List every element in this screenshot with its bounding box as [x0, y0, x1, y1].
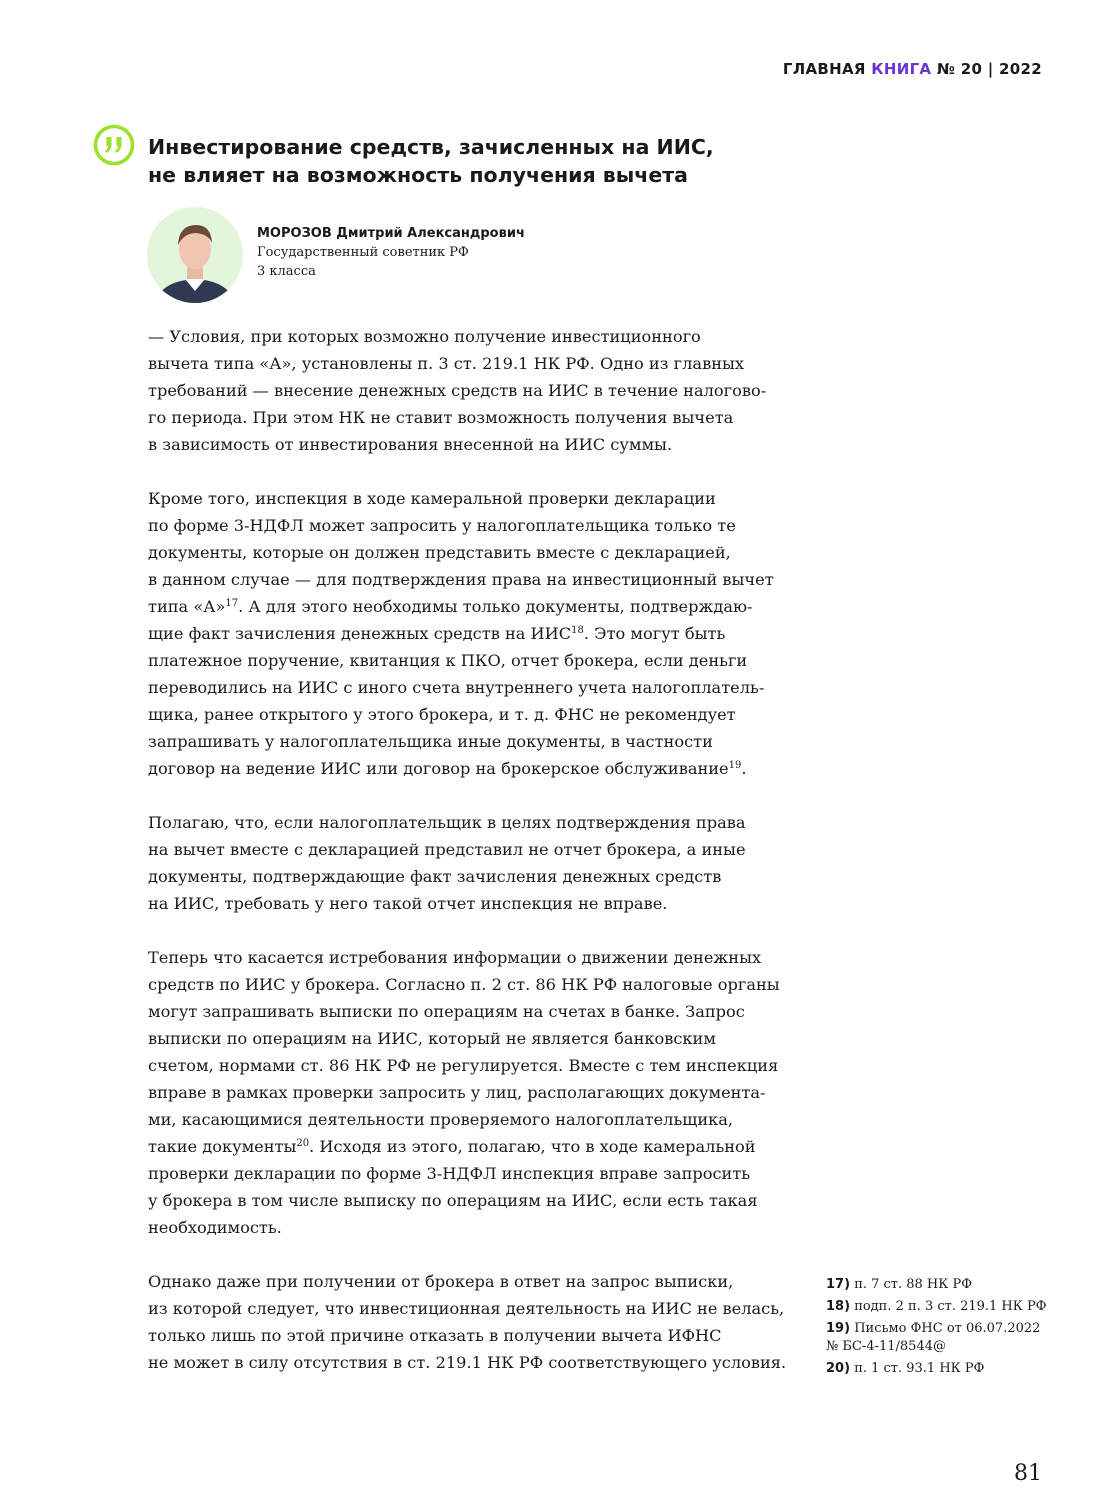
text-line	[148, 593, 788, 620]
text-line: переводились на ИИС с иного счета внутреннего учета налогоплатель-	[148, 678, 765, 697]
author-photo	[147, 207, 243, 303]
author-position-rank: 3 класса	[257, 264, 316, 279]
text-segment: типа «А»	[148, 597, 226, 616]
footnote-18	[826, 1298, 1066, 1316]
text-line: документы, подтверждающие факт зачисления денежных средств	[148, 867, 722, 886]
footnote-text: п. 1 ст. 93.1 НК РФ	[854, 1361, 985, 1376]
text-line: Теперь что касается истребования информации о движении денежных	[148, 948, 762, 967]
paragraph-1	[148, 323, 788, 458]
page-number: 81	[1014, 1461, 1042, 1486]
text-line: в данном случае — для подтверждения права на инвестиционный вычет	[148, 570, 774, 589]
brand-name: ГЛАВНАЯ	[782, 60, 866, 78]
text-line: на вычет вместе с декларацией представил не отчет брокера, а иные	[148, 840, 746, 859]
text-line: Полагаю, что, если налогоплательщик в целях подтверждения права	[148, 813, 746, 832]
paragraph-2	[148, 485, 788, 782]
text-line	[148, 620, 788, 647]
footnote-number: 18)	[826, 1299, 851, 1314]
text-line: го периода. При этом НК не ставит возможность получения вычета	[148, 408, 734, 427]
text-line: у брокера в том числе выписку по операциям на ИИС, если есть такая	[148, 1191, 758, 1210]
text-line: — Условия, при которых возможно получение инвестиционного	[148, 327, 701, 346]
text-line: могут запрашивать выписки по операциям на счетах в банке. Запрос	[148, 1002, 745, 1021]
brand-name-accent: КНИГА	[871, 60, 932, 78]
text-segment: . Это могут быть	[583, 624, 726, 643]
footnote-text: подп. 2 п. 3 ст. 219.1 НК РФ	[854, 1299, 1047, 1314]
text-line: выписки по операциям на ИИС, который не является банковским	[148, 1029, 716, 1048]
article-title	[148, 133, 788, 189]
footnote-text: Письмо ФНС от 06.07.2022	[854, 1321, 1041, 1336]
quote-icon	[93, 124, 135, 166]
footnote-number: 19)	[826, 1321, 851, 1336]
text-segment: .	[741, 759, 747, 778]
text-line: запрашивать у налогоплательщика иные документы, в частности	[148, 732, 713, 751]
text-line: необходимость.	[148, 1218, 282, 1237]
footnote-text-cont: № БС-4-11/8544@	[826, 1339, 946, 1354]
paragraph-5	[148, 1268, 788, 1376]
footnote-ref-19[interactable]: 19	[728, 760, 742, 771]
footnote-ref-17[interactable]: 17	[225, 598, 239, 609]
text-line: вправе в рамках проверки запросить у лиц, располагающих документа-	[148, 1083, 766, 1102]
text-line: требований — внесение денежных средств на ИИС в течение налогово-	[148, 381, 767, 400]
footnote-17	[826, 1276, 1066, 1294]
footnote-text: п. 7 ст. 88 НК РФ	[854, 1277, 972, 1292]
text-line	[148, 755, 788, 782]
article-title-line-2: не влияет на возможность получения вычета	[148, 163, 688, 187]
text-segment: щие факт зачисления денежных средств на ИИС	[148, 624, 572, 643]
text-segment: . А для этого необходимы только документы, подтверждаю-	[238, 597, 753, 616]
text-line: средств по ИИС у брокера. Согласно п. 2 ст. 86 НК РФ налоговые органы	[148, 975, 780, 994]
paragraph-3	[148, 809, 788, 917]
text-line: щика, ранее открытого у этого брокера, и т. д. ФНС не рекомендует	[148, 705, 736, 724]
text-line: Однако даже при получении от брокера в ответ на запрос выписки,	[148, 1272, 734, 1291]
text-line	[148, 1133, 788, 1160]
text-line: проверки декларации по форме 3-НДФЛ инспекция вправе запросить	[148, 1164, 751, 1183]
text-segment: такие документы	[148, 1137, 297, 1156]
footnote-19	[826, 1320, 1066, 1356]
text-line: только лишь по этой причине отказать в получении вычета ИФНС	[148, 1326, 722, 1345]
author-block	[257, 224, 525, 281]
issue-number: № 20 | 2022	[936, 60, 1042, 78]
author-name: МОРОЗОВ Дмитрий Александрович	[257, 226, 525, 241]
footnote-number: 20)	[826, 1361, 851, 1376]
paragraph-4	[148, 944, 788, 1241]
footnote-ref-18[interactable]: 18	[571, 625, 584, 636]
text-line: в зависимость от инвестирования внесенной на ИИС суммы.	[148, 435, 673, 454]
text-line: ми, касающимися деятельности проверяемого налогоплательщика,	[148, 1110, 734, 1129]
article-body	[148, 323, 788, 1403]
text-segment: договор на ведение ИИС или договор на брокерское обслуживание	[148, 759, 729, 778]
text-line: Кроме того, инспекция в ходе камеральной проверки декларации	[148, 489, 716, 508]
text-line: вычета типа «А», установлены п. 3 ст. 219.1 НК РФ. Одно из главных	[148, 354, 744, 373]
article-title-line-1: Инвестирование средств, зачисленных на ИИС,	[148, 135, 714, 159]
footnote-number: 17)	[826, 1277, 851, 1292]
footnotes	[826, 1276, 1066, 1382]
text-line: счетом, нормами ст. 86 НК РФ не регулируется. Вместе с тем инспекция	[148, 1056, 779, 1075]
masthead	[783, 60, 1042, 78]
text-line: платежное поручение, квитанция к ПКО, отчет брокера, если деньги	[148, 651, 748, 670]
footnote-20	[826, 1360, 1066, 1378]
text-line: документы, которые он должен представить вместе с декларацией,	[148, 543, 731, 562]
text-line: по форме 3-НДФЛ может запросить у налогоплательщика только те	[148, 516, 736, 535]
author-position: Государственный советник РФ	[257, 245, 469, 260]
text-line: на ИИС, требовать у него такой отчет инспекция не вправе.	[148, 894, 668, 913]
text-segment: . Исходя из этого, полагаю, что в ходе камеральной	[309, 1137, 756, 1156]
footnote-ref-20[interactable]: 20	[296, 1138, 310, 1149]
text-line: из которой следует, что инвестиционная деятельность на ИИС не велась,	[148, 1299, 785, 1318]
text-line: не может в силу отсутствия в ст. 219.1 НК РФ соответствующего условия.	[148, 1353, 787, 1372]
